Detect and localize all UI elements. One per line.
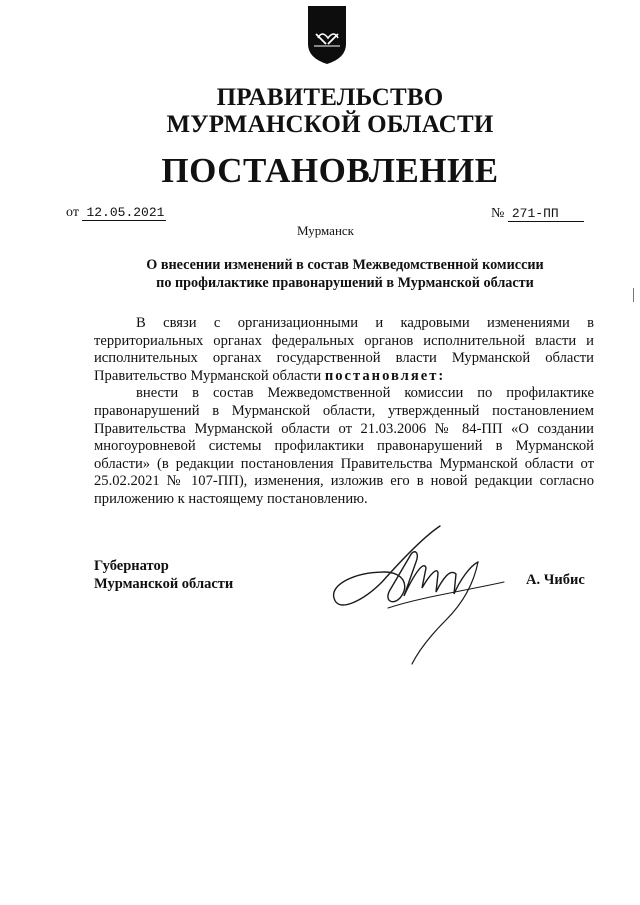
org-line-2: МУРМАНСКОЙ ОБЛАСТИ xyxy=(166,111,494,138)
city-label: Мурманск xyxy=(297,223,354,238)
preamble-text: В связи с организационными и кадровыми изменениями в территориальных органах федеральных органов исполнительной власти и исполнительных органах государственной власти Мурманской области Правительство Мурманской области xyxy=(94,315,594,384)
subject-line-1: О внесении изменений в состав Межведомственной комиссии xyxy=(146,257,544,273)
number-prefix: № xyxy=(491,206,505,221)
org-line-1: ПРАВИТЕЛЬСТВО xyxy=(216,84,444,111)
scan-artifact xyxy=(633,288,634,302)
body-paragraph-preamble xyxy=(94,315,594,385)
number-field xyxy=(491,206,584,222)
signer-title-line-1: Губернатор xyxy=(94,558,169,574)
date-field xyxy=(66,205,166,221)
government-title xyxy=(0,84,640,138)
document-type: ПОСТАНОВЛЕНИЕ xyxy=(161,151,499,190)
signer-position xyxy=(94,557,233,593)
handwritten-signature xyxy=(328,512,518,672)
date-value: 12.05.2021 xyxy=(82,205,166,221)
subject-heading xyxy=(0,256,640,292)
resolves-keyword: постановляет: xyxy=(324,367,446,384)
subject-line-2: по профилактике правонарушений в Мурманской области xyxy=(156,275,534,291)
body-paragraph-resolution: внести в состав Межведомственной комиссии по профилактике правонарушений в Мурманской области, утвержденный постановлением Правительства Мурманской области от 21.03.2006 № 84-ПП «О создании многоуровневой системы профилактики правонарушений в Мурманской области» (в редакции постановления Правительства Мурманской области от 25.02.2021 № 107-ПП), изменения, изложив его в новой редакции согласно приложению к настоящему постановлению. xyxy=(94,385,594,507)
number-value: 271-ПП xyxy=(508,206,584,222)
document-body xyxy=(94,315,594,509)
date-prefix: от xyxy=(66,205,79,220)
signer-title-line-2: Мурманской области xyxy=(94,576,234,592)
signer-name: А. Чибис xyxy=(526,572,585,588)
coat-of-arms-icon xyxy=(304,4,350,66)
